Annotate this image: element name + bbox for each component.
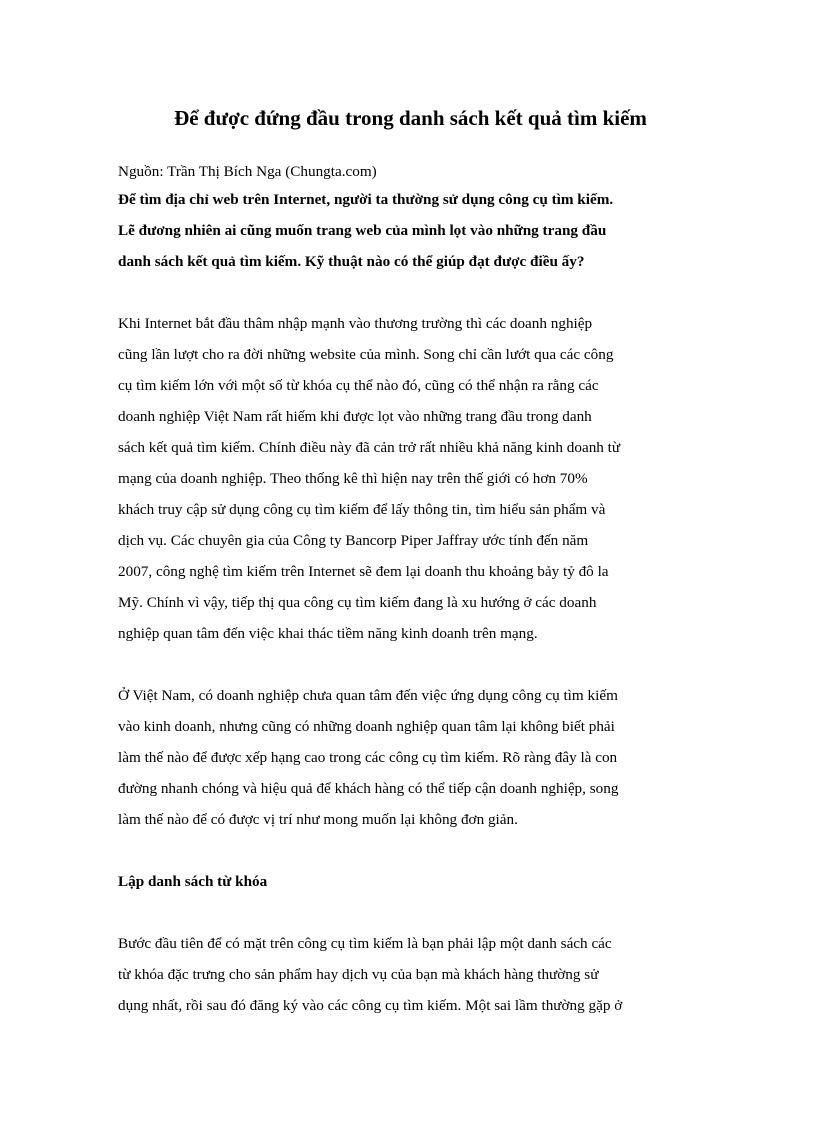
paragraph-line: Ở Việt Nam, có doanh nghiệp chưa quan tâm đến việc ứng dụng công cụ tìm kiếm — [118, 687, 618, 704]
paragraph-line: đường nhanh chóng và hiệu quả để khách hàng có thể tiếp cận doanh nghiệp, song — [118, 780, 619, 797]
paragraph-line: cũng lần lượt cho ra đời những website của mình. Song chỉ cần lướt qua các công — [118, 346, 614, 363]
paragraph-line: mạng của doanh nghiệp. Theo thống kê thì hiện nay trên thế giới có hơn 70% — [118, 470, 588, 487]
paragraph-gap — [118, 835, 703, 866]
paragraph-gap — [118, 649, 703, 680]
section-heading: Lập danh sách từ khóa — [118, 873, 268, 890]
paragraph-gap — [118, 897, 703, 928]
paragraph-line: 2007, công nghệ tìm kiếm trên Internet sẽ đem lại doanh thu khoảng bảy tỷ đô la — [118, 563, 609, 580]
paragraph-line: dịch vụ. Các chuyên gia của Công ty Bancorp Piper Jaffray ước tính đến năm — [118, 532, 589, 549]
paragraph-line: Khi Internet bắt đầu thâm nhập mạnh vào thương trường thì các doanh nghiệp — [118, 315, 593, 332]
paragraph-gap — [118, 277, 703, 308]
source-line: Nguồn: Trần Thị Bích Nga (Chungta.com) — [118, 163, 377, 180]
lead-line: Để tìm địa chỉ web trên Internet, người ta thường sử dụng công cụ tìm kiếm. — [118, 191, 614, 208]
paragraph-line: cụ tìm kiếm lớn với một số từ khóa cụ thể nào đó, cũng có thể nhận ra rằng các — [118, 377, 599, 394]
lead-line: danh sách kết quả tìm kiếm. Kỹ thuật nào có thể giúp đạt được điều ấy? — [118, 253, 585, 270]
body-paragraph-2 — [118, 680, 703, 835]
paragraph-line: vào kinh doanh, nhưng cũng có những doanh nghiệp quan tâm lại không biết phải — [118, 718, 615, 735]
lead-line: Lẽ đương nhiên ai cũng muốn trang web của mình lọt vào những trang đầu — [118, 222, 607, 239]
document-page — [118, 100, 703, 1021]
paragraph-line: doanh nghiệp Việt Nam rất hiếm khi được lọt vào những trang đầu trong danh — [118, 408, 592, 425]
paragraph-line: làm thế nào để có được vị trí như mong muốn lại không đơn giản. — [118, 811, 518, 828]
body-paragraph-3 — [118, 928, 703, 1021]
lead-paragraph — [118, 184, 703, 277]
paragraph-line: Mỹ. Chính vì vậy, tiếp thị qua công cụ tìm kiếm đang là xu hướng ở các doanh — [118, 594, 597, 611]
document-title: Để được đứng đầu trong danh sách kết quả tìm kiếm — [174, 106, 647, 130]
paragraph-line: khách truy cập sử dụng công cụ tìm kiếm để lấy thông tin, tìm hiểu sản phẩm và — [118, 501, 606, 518]
paragraph-line: sách kết quả tìm kiếm. Chính điều này đã cản trở rất nhiều khả năng kinh doanh từ — [118, 439, 621, 456]
paragraph-line: làm thế nào để được xếp hạng cao trong các công cụ tìm kiếm. Rõ ràng đây là con — [118, 749, 618, 766]
paragraph-line: từ khóa đặc trưng cho sản phẩm hay dịch vụ của bạn mà khách hàng thường sử — [118, 966, 599, 983]
paragraph-line: nghiệp quan tâm đến việc khai thác tiềm năng kinh doanh trên mạng. — [118, 625, 538, 642]
paragraph-line: dụng nhất, rồi sau đó đăng ký vào các công cụ tìm kiếm. Một sai lầm thường gặp ở — [118, 997, 623, 1014]
body-paragraph-1 — [118, 308, 703, 649]
paragraph-line: Bước đầu tiên để có mặt trên công cụ tìm kiếm là bạn phải lập một danh sách các — [118, 935, 612, 952]
